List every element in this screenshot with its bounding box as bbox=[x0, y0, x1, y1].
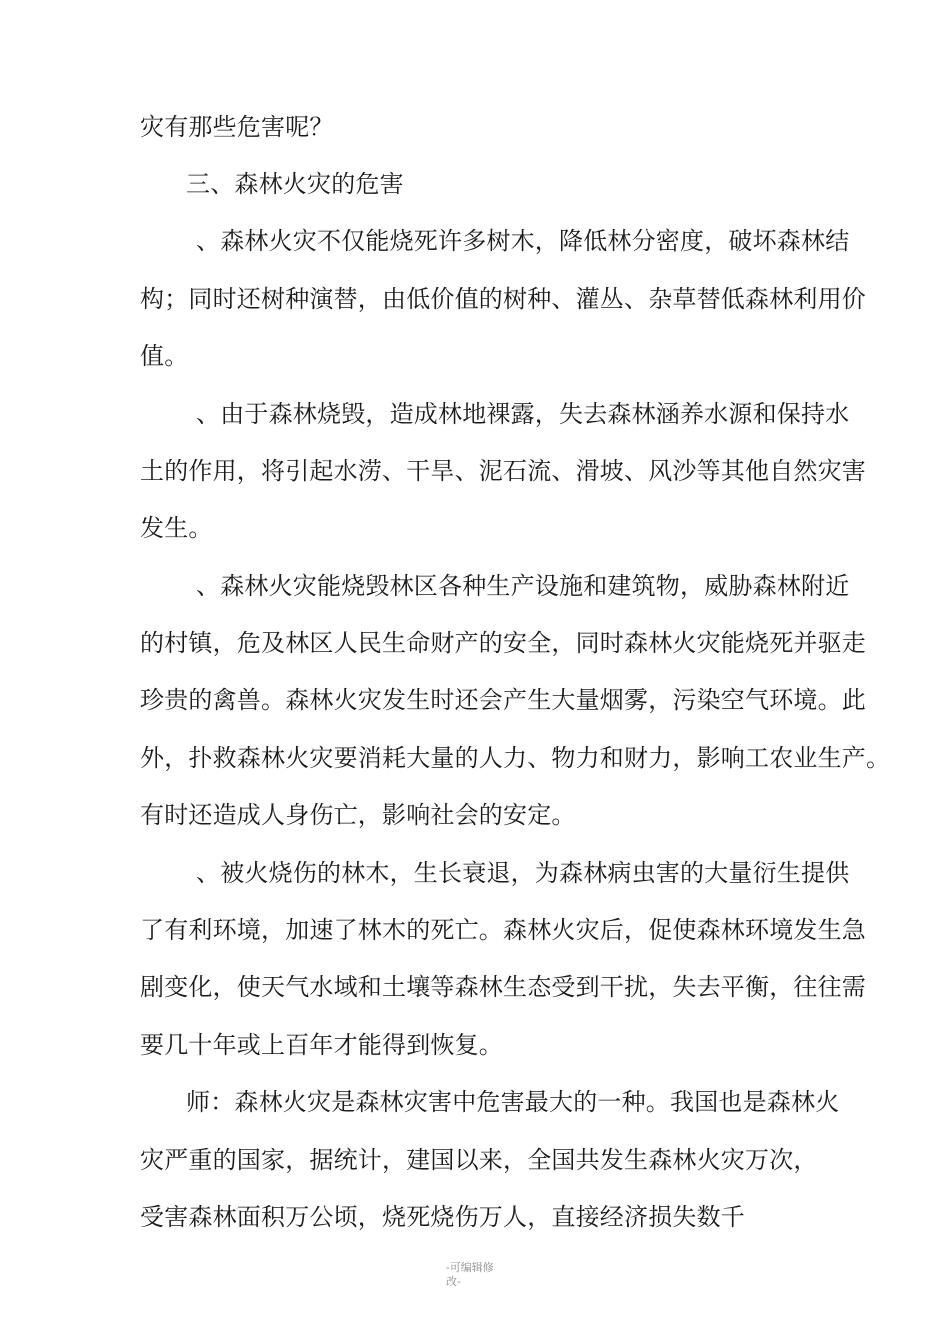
text-line: 、森林火灾能烧毁林区各种生产设施和建筑物，威胁森林附近 bbox=[196, 572, 850, 600]
text-line: 构；同时还树种演替，由低价值的树种、灌丛、杂草替低森林利用价 bbox=[140, 285, 866, 313]
text-line: 、由于森林烧毁，造成林地裸露，失去森林涵养水源和保持水 bbox=[196, 400, 850, 428]
text-line: 剧变化，使天气水域和土壤等森林生态受到干扰，失去平衡，往往需 bbox=[140, 973, 866, 1001]
text-line: 、森林火灾不仅能烧死许多树木，降低林分密度，破坏森林结 bbox=[196, 227, 850, 255]
section-heading: 三、森林火灾的危害 bbox=[186, 170, 404, 198]
text-line: 外，扑救森林火灾要消耗大量的人力、物力和财力，影响工农业生产。 bbox=[140, 744, 891, 772]
text-line: 灾有那些危害呢？ bbox=[140, 113, 334, 141]
footer-note: 改- bbox=[446, 1275, 461, 1288]
text-line: 的村镇，危及林区人民生命财产的安全，同时森林火灾能烧死并驱走 bbox=[140, 629, 866, 657]
text-line: 珍贵的禽兽。森林火灾发生时还会产生大量烟雾，污染空气环境。此 bbox=[140, 686, 866, 714]
text-line: 值。 bbox=[140, 342, 189, 370]
text-line: 了有利环境，加速了林木的死亡。森林火灾后，促使森林环境发生急 bbox=[140, 916, 866, 944]
text-line: 土的作用，将引起水涝、干旱、泥石流、滑坡、风沙等其他自然灾害 bbox=[140, 457, 866, 485]
text-line: 发生。 bbox=[140, 514, 213, 542]
text-line: 受害森林面积万公顷，烧死烧伤万人，直接经济损失数千 bbox=[140, 1203, 745, 1231]
text-line: 、被火烧伤的林木，生长衰退，为森林病虫害的大量衍生提供 bbox=[196, 859, 850, 887]
text-line: 有时还造成人身伤亡，影响社会的安定。 bbox=[140, 801, 576, 829]
text-line: 师：森林火灾是森林灾害中危害最大的一种。我国也是森林火 bbox=[186, 1088, 840, 1116]
footer-note: -可编辑修 bbox=[446, 1261, 494, 1274]
text-line: 要几十年或上百年才能得到恢复。 bbox=[140, 1031, 503, 1059]
text-line: 灾严重的国家，据统计，建国以来，全国共发生森林火灾万次， bbox=[140, 1146, 818, 1174]
